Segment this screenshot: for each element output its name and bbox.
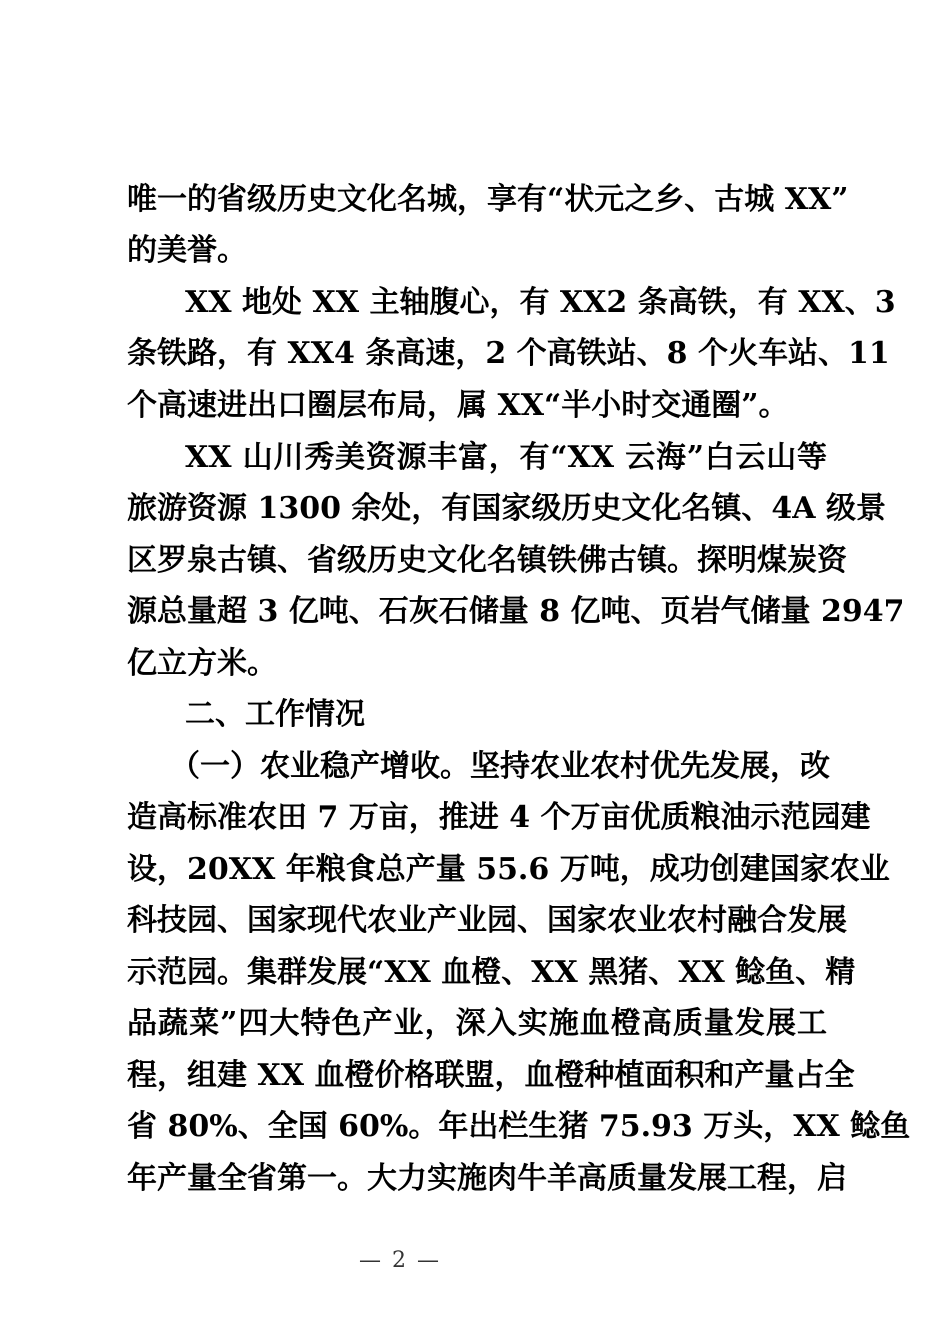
text-line-4: 条铁路，有 XX4 条高速，2 个高铁站、8 个火车站、11 xyxy=(127,336,890,371)
text-line-14: 设，20XX 年粮食总产量 55.6 万吨，成功创建国家农业 xyxy=(127,852,890,887)
text-line-16: 示范园。集群发展“XX 血橙、XX 黑猪、XX 鲶鱼、精 xyxy=(127,955,856,990)
text-line-9: 源总量超 3 亿吨、石灰石储量 8 亿吨、页岩气储量 2947 xyxy=(127,594,905,629)
text-line-8: 区罗泉古镇、省级历史文化名镇铁佛古镇。探明煤炭资 xyxy=(127,543,847,578)
text-line-13: 造高标准农田 7 万亩，推进 4 个万亩优质粮油示范园建 xyxy=(127,800,871,835)
text-line-10: 亿立方米。 xyxy=(127,646,277,681)
text-line-20: 年产量全省第一。大力实施肉牛羊高质量发展工程，启 xyxy=(127,1161,847,1196)
text-line-5: 个高速进出口圈层布局，属 XX“半小时交通圈”。 xyxy=(127,388,789,423)
text-line-3: XX 地处 XX 主轴腹心，有 XX2 条高铁，有 XX、3 xyxy=(185,285,896,320)
text-line-19: 省 80%、全国 60%。年出栏生猪 75.93 万头，XX 鲶鱼 xyxy=(127,1109,911,1144)
text-line-2: 的美誉。 xyxy=(127,233,247,268)
text-line-18: 程，组建 XX 血橙价格联盟，血橙种植面积和产量占全 xyxy=(127,1058,855,1093)
text-line-6: XX 山川秀美资源丰富，有“XX 云海”白云山等 xyxy=(185,440,827,475)
text-line-15: 科技园、国家现代农业产业园、国家农业农村融合发展 xyxy=(127,903,847,938)
page-number: — 2 — xyxy=(359,1248,441,1273)
text-line-7: 旅游资源 1300 余处，有国家级历史文化名镇、4A 级景 xyxy=(127,491,886,526)
text-line-17: 品蔬菜”四大特色产业，深入实施血橙高质量发展工 xyxy=(127,1006,827,1041)
text-line-1: 唯一的省级历史文化名城，享有“状元之乡、古城 XX” xyxy=(127,182,849,217)
section-heading: 二、工作情况 xyxy=(185,697,365,732)
text-line-12: （一）农业稳产增收。坚持农业农村优先发展，改 xyxy=(170,749,830,784)
